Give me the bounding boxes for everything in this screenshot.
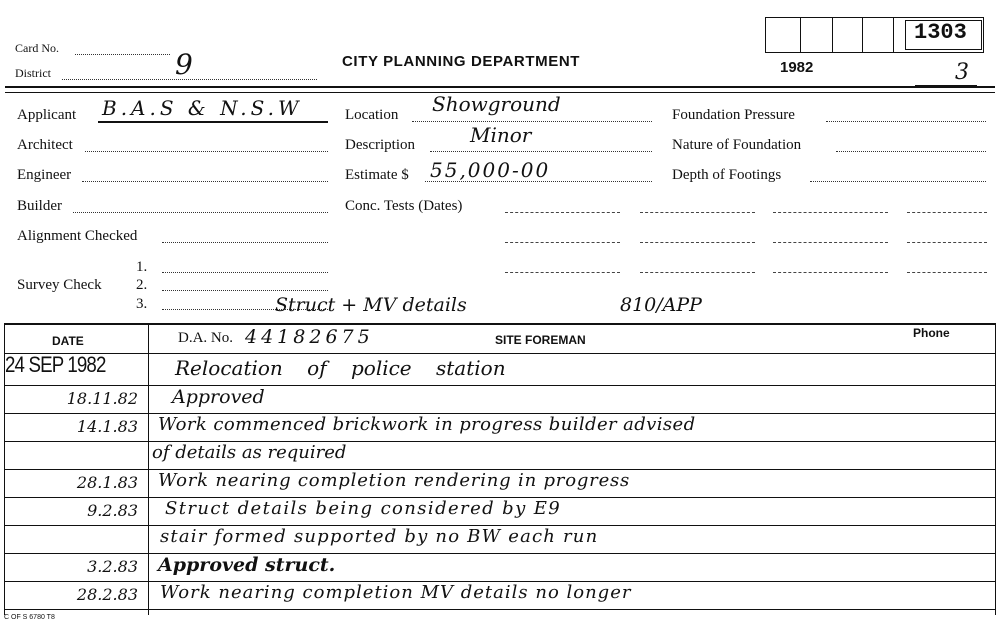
conc-test-line (773, 272, 888, 273)
survey-line-2 (162, 290, 328, 291)
survey-number-1: 1. (136, 259, 148, 275)
card-suffix: 3 (955, 60, 969, 85)
engineer-line (82, 181, 328, 182)
conc-test-line (907, 272, 987, 273)
log-date-stamp: 24 SEP 1982 (5, 352, 106, 377)
site-foreman-label: SITE FOREMAN (495, 333, 586, 347)
survey-note: Struct + MV details (275, 294, 467, 316)
right-border (995, 323, 996, 615)
survey-note-ref: 810/APP (620, 294, 702, 316)
da-number-label: D.A. No. (178, 330, 233, 346)
card-number: 1303 (914, 20, 967, 45)
log-date: 9.2.83 (87, 501, 138, 520)
header-rule (5, 86, 995, 88)
conc-test-line (773, 242, 888, 243)
form-code: C OF S 6780 T8 (4, 614, 55, 621)
log-entry-text: of details as required (152, 442, 347, 463)
log-top-rule (5, 323, 995, 325)
log-date: 28.2.83 (76, 585, 138, 604)
conc-test-line (640, 212, 755, 213)
conc-test-line (505, 272, 620, 273)
da-number-value: 44182675 (245, 326, 374, 348)
survey-number-2: 2. (136, 277, 148, 293)
log-entry-text: Approved (172, 386, 265, 408)
card-no-label: Card No. (15, 41, 59, 55)
box-divider (862, 17, 863, 52)
year-label: 1982 (780, 59, 814, 76)
date-header: DATE (52, 334, 84, 348)
survey-line-1 (162, 272, 328, 273)
log-entry-text: stair formed supported by no BW each run (160, 526, 599, 547)
card-no-line (75, 54, 170, 55)
conc-test-line (907, 212, 987, 213)
district-label: District (15, 66, 51, 80)
log-entry-text: Work commenced brickwork in progress builder advised (158, 414, 696, 435)
page-title: CITY PLANNING DEPARTMENT (342, 53, 581, 70)
location-value: Showground (432, 92, 561, 116)
architect-line (85, 151, 328, 152)
location-label: Location (345, 107, 399, 123)
applicant-value: B.A.S & N.S.W (102, 96, 303, 120)
box-divider (893, 17, 894, 52)
applicant-label: Applicant (17, 107, 77, 123)
conc-test-line (907, 242, 987, 243)
conc-test-line (505, 212, 620, 213)
row-line (5, 353, 995, 354)
builder-label: Builder (17, 198, 62, 214)
builder-line (73, 212, 328, 213)
log-date: 14.1.83 (76, 417, 138, 436)
conc-tests-label: Conc. Tests (Dates) (345, 198, 463, 214)
conc-test-line (505, 242, 620, 243)
log-entry-text: Work nearing completion rendering in progress (158, 470, 631, 491)
architect-label: Architect (17, 137, 73, 153)
row-line (5, 609, 995, 610)
description-value: Minor (470, 123, 532, 147)
phone-label: Phone (913, 326, 950, 340)
alignment-line (162, 242, 328, 243)
location-line (412, 121, 652, 122)
applicant-underline (98, 121, 328, 123)
log-entry-text: Work nearing completion MV details no longer (160, 582, 632, 603)
conc-test-line (640, 272, 755, 273)
box-divider (832, 17, 833, 52)
depth-footings-line (810, 181, 986, 182)
log-date: 28.1.83 (76, 473, 138, 492)
description-label: Description (345, 137, 415, 153)
log-entry-text: Approved struct. (158, 554, 336, 576)
alignment-label: Alignment Checked (17, 228, 138, 244)
district-value: 9 (175, 48, 193, 81)
row-line (5, 553, 995, 554)
estimate-value: 55,000-00 (430, 158, 551, 182)
estimate-label: Estimate $ (345, 167, 409, 183)
description-line (430, 151, 652, 152)
row-line (5, 385, 995, 386)
survey-number-3: 3. (136, 296, 148, 312)
depth-footings-label: Depth of Footings (672, 167, 782, 183)
survey-check-label: Survey Check (17, 277, 102, 293)
engineer-label: Engineer (17, 167, 72, 183)
log-entry-text: Struct details being considered by E9 (165, 498, 562, 519)
foundation-pressure-line (826, 121, 986, 122)
nature-foundation-label: Nature of Foundation (672, 137, 802, 153)
log-date: 3.2.83 (87, 557, 138, 576)
foundation-pressure-label: Foundation Pressure (672, 107, 795, 123)
conc-test-line (773, 212, 888, 213)
nature-foundation-line (836, 151, 986, 152)
log-date: 18.11.82 (66, 389, 138, 408)
box-divider (800, 17, 801, 52)
log-entry-text: Relocation of police station (175, 356, 506, 380)
conc-test-line (640, 242, 755, 243)
